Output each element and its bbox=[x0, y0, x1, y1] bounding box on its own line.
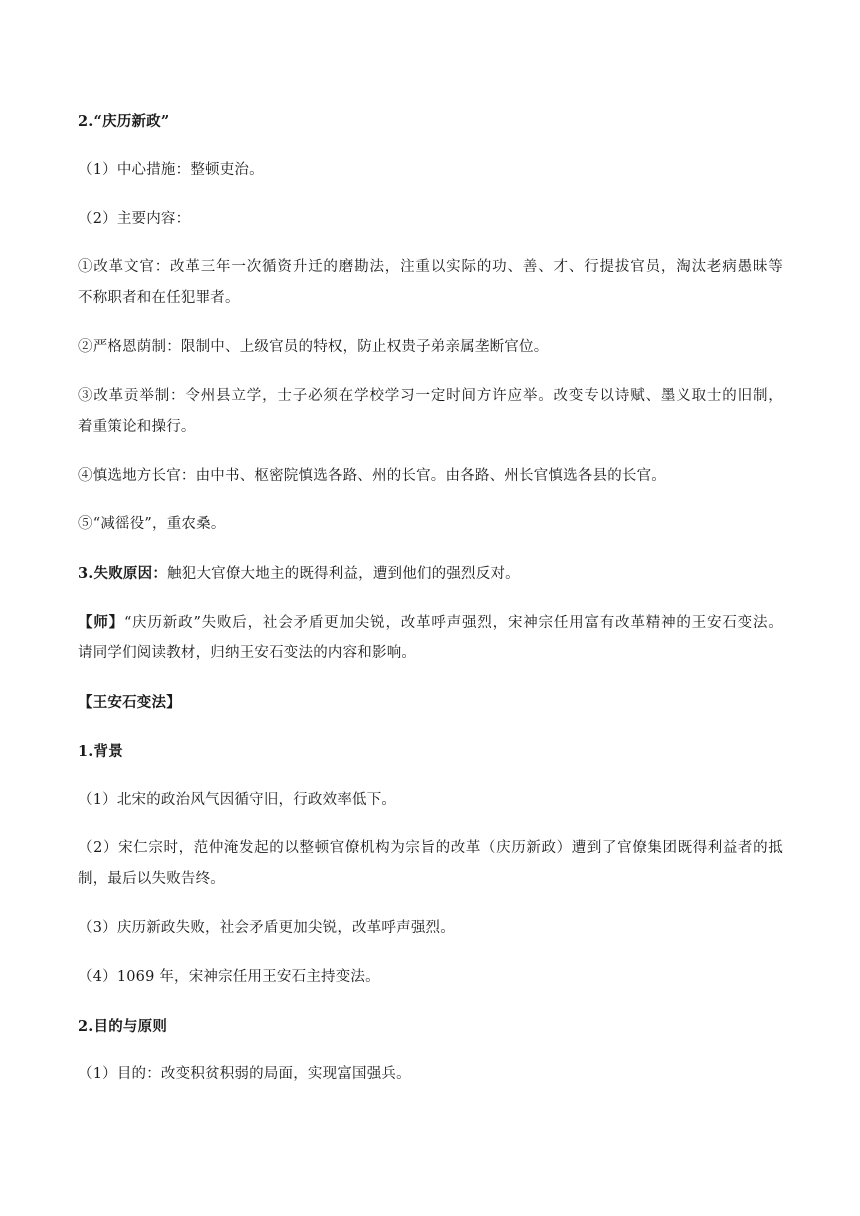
paragraph-reduce-corvee: ⑤“减徭役”，重农桑。 bbox=[78, 516, 226, 532]
section-heading-wang-anshi-reform: 【王安石变法】 bbox=[78, 694, 181, 711]
subheading-background: 1.背景 bbox=[78, 743, 123, 760]
subheading-purpose-and-principle: 2.目的与原则 bbox=[78, 1018, 168, 1035]
paragraph-central-measure: （1）中心措施：整顿吏治。 bbox=[78, 162, 264, 178]
teacher-text: “庆历新政”失败后，社会矛盾更加尖锐，改革呼声强烈，宋神宗任用富有改革精神的王安石变法。 bbox=[123, 615, 783, 631]
paragraph-background-3: （3）庆历新政失败，社会矛盾更加尖锐，改革呼声强烈。 bbox=[78, 920, 455, 936]
failure-reason-text: 触犯大官僚大地主的既得利益，遭到他们的强烈反对。 bbox=[167, 566, 520, 582]
paragraph-failure-reason bbox=[78, 557, 783, 591]
paragraph-reform-officials-line-1: ①改革文官：改革三年一次循资升迁的磨勘法，注重以实际的功、善、才、行提拔官员，淘汰老病愚昧等 bbox=[78, 259, 783, 275]
paragraph-background-1: （1）北宋的政治风气因循守旧，行政效率低下。 bbox=[78, 792, 397, 808]
paragraph-strict-yin-system: ②严格恩荫制：限制中、上级官员的特权，防止权贵子弟亲属垄断官位。 bbox=[78, 339, 549, 355]
paragraph-teacher-line-1 bbox=[78, 606, 783, 640]
paragraph-main-content-label: （2）主要内容： bbox=[78, 211, 191, 227]
paragraph-select-local-officials: ④慎选地方长官：由中书、枢密院慎选各路、州的长官。由各路、州长官慎选各县的长官。 bbox=[78, 468, 666, 484]
paragraph-reform-officials-line-2: 不称职者和在任犯罪者。 bbox=[78, 290, 240, 306]
paragraph-exam-reform-line-2: 着重策论和操行。 bbox=[78, 419, 196, 435]
failure-reason-label: 3.失败原因： bbox=[78, 565, 168, 582]
paragraph-purpose: （1）目的：改变积贫积弱的局面，实现富国强兵。 bbox=[78, 1066, 411, 1082]
paragraph-background-2-line-2: 制，最后以失败告终。 bbox=[78, 871, 225, 887]
paragraph-exam-reform-line-1: ③改革贡举制：令州县立学，士子必须在学校学习一定时间方许应举。改变专以诗赋、墨义取士的旧制， bbox=[78, 388, 783, 404]
paragraph-teacher-line-2: 请同学们阅读教材，归纳王安石变法的内容和影响。 bbox=[78, 645, 417, 661]
paragraph-background-2-line-1: （2）宋仁宗时，范仲淹发起的以整顿官僚机构为宗旨的改革（庆历新政）遭到了官僚集团既得利益者的抵 bbox=[78, 840, 783, 856]
paragraph-background-4: （4）1069 年，宋神宗任用王安石主持变法。 bbox=[78, 969, 380, 985]
teacher-label: 【师】 bbox=[78, 614, 124, 631]
section-heading-qingli-reform: 2.“庆历新政” bbox=[78, 113, 170, 130]
